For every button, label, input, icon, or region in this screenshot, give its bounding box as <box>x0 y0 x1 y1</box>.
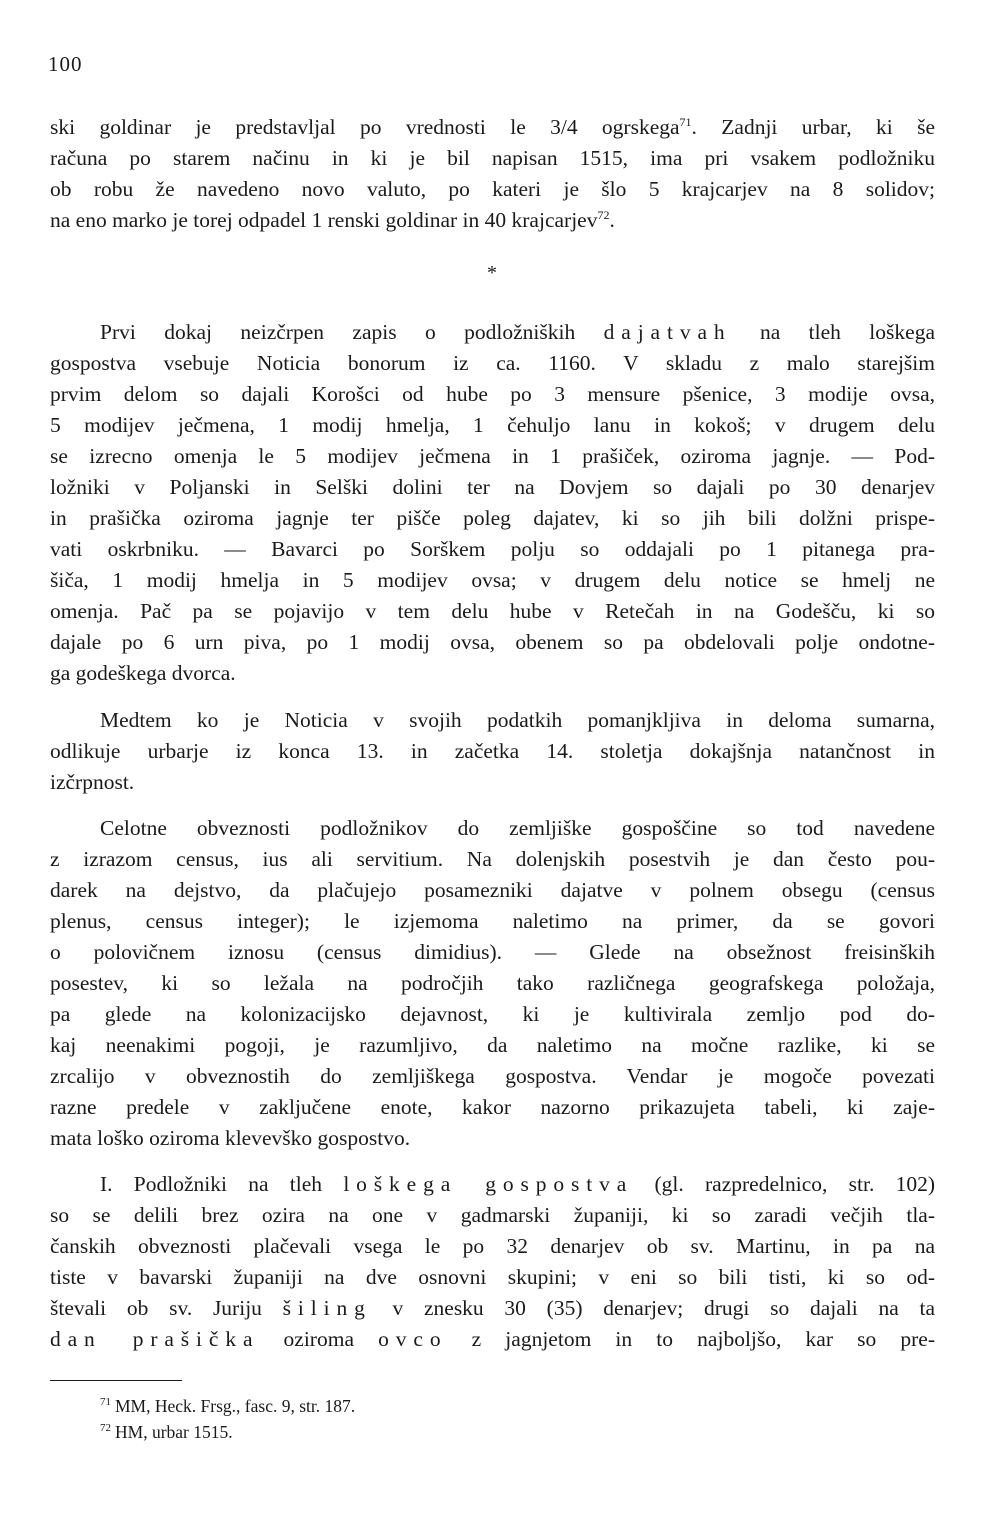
text-line: Prvi dokaj neizčrpen zapis o podložniških dajatvah na tleh loškega <box>100 320 935 344</box>
text-line: števali ob sv. Juriju šiling v znesku 30 (35) denarjev; drugi so dajali na ta <box>50 1296 935 1320</box>
footnote-mark: 72 <box>100 1422 111 1435</box>
text-line: in prašička oziroma jagnje ter pišče poleg dajatev, ki so jih bili dolžni prispe- <box>50 506 935 530</box>
text-line: o polovičnem iznosu (census dimidius). — Glede na obsežnost freisinških <box>50 940 935 964</box>
text-line: darek na dejstvo, da plačujejo posamezniki dajatve v polnem obsegu (census <box>50 878 935 902</box>
text-line: čanskih obveznosti plačevali vsega le po 32 denarjev ob sv. Martinu, in pa na <box>50 1234 935 1258</box>
footnote-ref[interactable]: 72 <box>597 207 610 222</box>
spaced-emphasis: dan prašička <box>50 1327 260 1351</box>
spaced-emphasis: šiling <box>282 1296 372 1320</box>
text-line: omenja. Pač pa se pojavijo v tem delu hube v Retečah in na Godešču, ki so <box>50 599 935 623</box>
text-line: ski goldinar je predstavljal po vrednosti le 3/4 ogrskega$^{71}$. Zadnji urbar, ki še <box>50 114 935 139</box>
text-line: se izrecno omenja le 5 modijev ječmena in 1 prašiček, oziroma jagnje. — Pod- <box>50 444 935 468</box>
text-line: šiča, 1 modij hmelja in 5 modijev ovsa; v drugem delu notice se hmelj ne <box>50 568 935 592</box>
text-line: razne predele v zaključene enote, kakor nazorno prikazujeta tabeli, ki zaje- <box>50 1095 935 1119</box>
text-line: plenus, census integer); le izjemoma naletimo na primer, da se govori <box>50 909 935 933</box>
footnote: $^{71}$ MM, Heck. Frsg., fasc. 9, str. 187. <box>100 1396 356 1416</box>
text-line: mata loško oziroma klevevško gospostvo. <box>50 1126 411 1150</box>
page-number: 100 <box>48 52 83 76</box>
spaced-emphasis: loškega gospostva <box>343 1172 634 1196</box>
text-line: 5 modijev ječmena, 1 modij hmelja, 1 čehuljo lanu in kokoš; v drugem delu <box>50 413 935 437</box>
text-line: pa glede na kolonizacijsko dejavnost, ki je kultivirala zemljo pod do- <box>50 1002 935 1026</box>
section-separator: * <box>487 262 497 284</box>
text-line: gospostva vsebuje Noticia bonorum iz ca. 1160. V skladu z malo starejšim <box>50 351 935 375</box>
text-line: Medtem ko je Noticia v svojih podatkih pomanjkljiva in deloma sumarna, <box>100 708 935 732</box>
text-line: odlikuje urbarje iz konca 13. in začetka 14. stoletja dokajšnja natančnost in <box>50 739 935 763</box>
text-line: Celotne obveznosti podložnikov do zemljiške gospoščine so tod navedene <box>100 816 935 840</box>
text-line: ložniki v Poljanski in Selški dolini ter na Dovjem so dajali po 30 denarjev <box>50 475 935 499</box>
text-line: z izrazom census, ius ali servitium. Na dolenjskih posestvih je dan često pou- <box>50 847 935 871</box>
spaced-emphasis: dajatvah <box>603 320 732 344</box>
text-line: prvim delom so dajali Korošci od hube po 3 mensure pšenice, 3 modije ovsa, <box>50 382 935 406</box>
text-line: kaj neenakimi pogoji, je razumljivo, da naletimo na močne razlike, ki se <box>50 1033 935 1057</box>
footnote-ref[interactable]: 71 <box>679 114 692 129</box>
text-line: I. Podložniki na tleh loškega gospostva (gl. razpredelnico, str. 102) <box>100 1172 935 1196</box>
footnote-divider <box>50 1380 182 1381</box>
spaced-emphasis: ovco <box>378 1327 448 1351</box>
text-line: ga godeškega dvorca. <box>50 661 236 685</box>
text-line: dajale po 6 urn piva, po 1 modij ovsa, obenem so pa obdelovali polje ondotne- <box>50 630 935 654</box>
text-line: vati oskrbniku. — Bavarci po Sorškem polju so oddajali po 1 pitanega pra- <box>50 537 935 561</box>
text-line: izčrpnost. <box>50 770 135 794</box>
footnote: $^{72}$ HM, urbar 1515. <box>100 1422 233 1442</box>
text-line: na eno marko je torej odpadel 1 renski goldinar in 40 krajcarjev$^{72}$. <box>50 207 615 232</box>
text-line: so se delili brez ozira na one v gadmarski županiji, ki so zaradi večjih tla- <box>50 1203 935 1227</box>
text-line: dan prašička oziroma ovco z jagnjetom in to najboljšo, kar so pre- <box>50 1327 936 1351</box>
text-line: računa po starem načinu in ki je bil napisan 1515, ima pri vsakem podložniku <box>50 146 935 170</box>
text-line: posestev, ki so ležala na področjih tako različnega geografskega položaja, <box>50 971 935 995</box>
text-line: zrcalijo v obveznostih do zemljiškega gospostva. Vendar je mogoče povezati <box>50 1064 935 1088</box>
text-line: tiste v bavarski županiji na dve osnovni skupini; v eni so bili tisti, ki so od- <box>50 1265 935 1289</box>
footnote-mark: 71 <box>100 1396 111 1409</box>
text-line: ob robu že navedeno novo valuto, po kateri je šlo 5 krajcarjev na 8 solidov; <box>50 177 935 201</box>
